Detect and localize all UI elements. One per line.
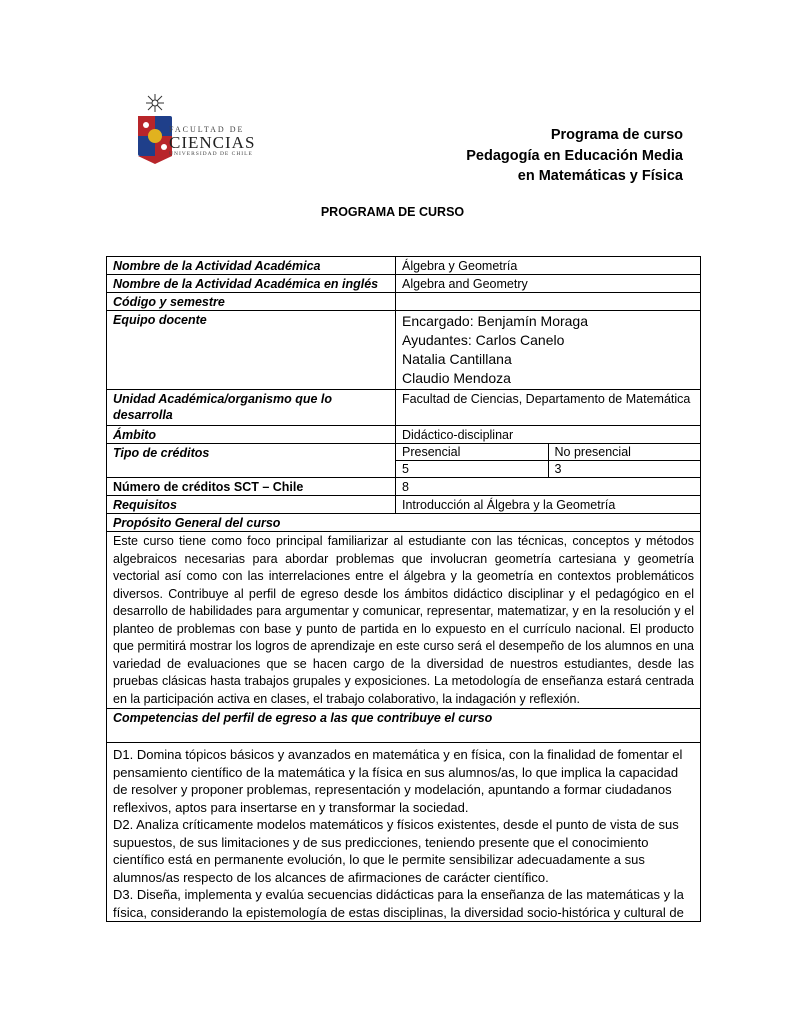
header-line1: Programa de curso [550, 127, 683, 143]
course-table [106, 256, 701, 922]
no-presencial-value: 3 [548, 461, 700, 478]
proposito-text: Este curso tiene como foco principal familiarizar al estudiante con las técnicas, conceptos y métodos algebraicos necesarias para abordar problemas que involucran geometría cartesiana y geometría vectorial así como con las interrelaciones entre el álgebra y la geometría en contextos problemáticos diversos. Contribuye al perfil de egreso desde los ámbitos didáctico disciplinar y el pedagógico en el desarrollo de habilidades para argumentar y comunicar, representar, matematizar, y en la resolución y el planteo de problemas con base y punto de partida en lo expuesto en el currículo nacional. El producto que permitirá mostrar los logros de aprendizaje en este curso será el desempeño de los alumnos en una variedad de evaluaciones que se hacen cargo de la diversidad de nuestros estudiantes, desde las pruebas clásicas hasta trabajos grupales y exposiciones. La metodología de enseñanza estará centrada en la participación activa en clases, el trabajo colaborativo, la indagación y reflexión. [107, 532, 701, 709]
equipo-encargado: Encargado: Benjamín Moraga [402, 313, 588, 329]
credit-type-table [396, 444, 700, 477]
row-numero [107, 478, 701, 496]
row-proposito-text [107, 532, 701, 709]
value-ambito: Didáctico-disciplinar [396, 426, 701, 444]
row-unidad [107, 390, 701, 426]
equipo-ayudante-3: Claudio Mendoza [402, 370, 511, 386]
row-requisitos [107, 496, 701, 514]
value-unidad: Facultad de Ciencias, Departamento de Matemática [396, 390, 701, 426]
competencia-d3: D3. Diseña, implementa y evalúa secuencias didácticas para la enseñanza de las matemáticas y la física, considerando la epistemología de estas disciplinas, la diversidad socio-histórica y cultural de [113, 887, 684, 920]
value-requisitos: Introducción al Álgebra y la Geometría [396, 496, 701, 514]
label-ambito: Ámbito [107, 426, 396, 444]
row-nombre-ingles [107, 275, 701, 293]
row-competencias-label [107, 709, 701, 743]
faculty-logo [135, 92, 256, 164]
value-nombre-ingles: Algebra and Geometry [396, 275, 701, 293]
logo-line3: UNIVERSIDAD DE CHILE [169, 151, 253, 157]
label-numero: Número de créditos SCT – Chile [107, 478, 396, 496]
label-requisitos: Requisitos [107, 496, 396, 514]
row-ambito [107, 426, 701, 444]
row-nombre [107, 257, 701, 275]
label-tipo: Tipo de créditos [107, 444, 396, 478]
competencias-text [107, 743, 701, 922]
header-line3: en Matemáticas y Física [517, 168, 683, 184]
row-equipo [107, 311, 701, 390]
proposito-label: Propósito General del curso [107, 514, 701, 532]
value-equipo [396, 311, 701, 390]
label-nombre: Nombre de la Actividad Académica [107, 257, 396, 275]
page-title: PROGRAMA DE CURSO [320, 205, 465, 219]
logo-line1: FACULTAD DE [169, 125, 245, 134]
competencias-label: Competencias del perfil de egreso a las que contribuye el curso [107, 709, 701, 743]
value-numero: 8 [396, 478, 701, 496]
presencial-value: 5 [396, 461, 548, 478]
equipo-ayudante-2: Natalia Cantillana [402, 351, 512, 367]
row-competencias-text [107, 743, 701, 922]
label-equipo: Equipo docente [107, 311, 396, 390]
value-tipo [396, 444, 701, 478]
label-unidad: Unidad Académica/organismo que lo desarrolla [107, 390, 396, 426]
row-codigo [107, 293, 701, 311]
document-header [466, 125, 683, 187]
value-nombre: Álgebra y Geometría [396, 257, 701, 275]
value-codigo [396, 293, 701, 311]
label-codigo: Código y semestre [107, 293, 396, 311]
presencial-label: Presencial [396, 444, 548, 461]
row-proposito-label [107, 514, 701, 532]
competencia-d1: D1. Domina tópicos básicos y avanzados en matemática y en física, con la finalidad de fomentar el pensamiento científico de la matemática y la física en sus alumnos/as, lo que implica la capacidad de resolver y proponer problemas, representación y modelación, apuntando a formar ciudadanos reflexivos, aptos para insertarse en y transformar la sociedad. [113, 747, 683, 815]
competencia-d2: D2. Analiza críticamente modelos matemáticos y físicos existentes, desde el punto de vista de sus supuestos, de sus limitaciones y de sus predicciones, teniendo presente que el conocimiento científico está en permanente evolución, lo que le permite sensibilizar adecuadamente a sus alumnos/as respecto de los alcances de afirmaciones de carácter científico. [113, 817, 679, 885]
label-nombre-ingles: Nombre de la Actividad Académica en inglés [107, 275, 396, 293]
header-line2: Pedagogía en Educación Media [466, 147, 683, 164]
row-tipo [107, 444, 701, 478]
logo-line2: CIENCIAS [169, 133, 256, 152]
equipo-ayudantes: Ayudantes: Carlos Canelo [402, 332, 565, 348]
no-presencial-label: No presencial [548, 444, 700, 461]
